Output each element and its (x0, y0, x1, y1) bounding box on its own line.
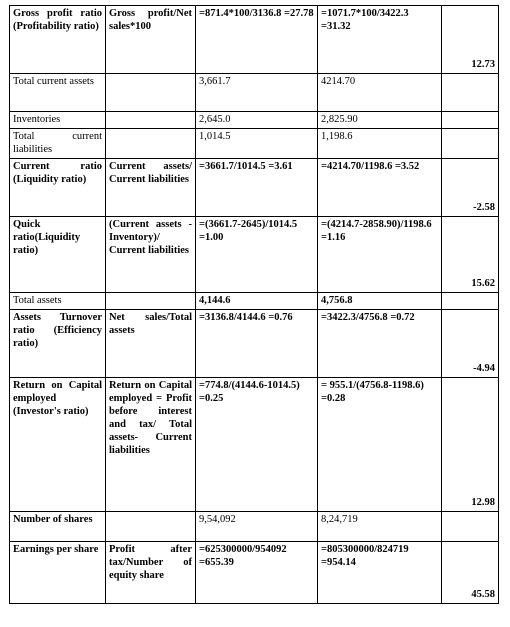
year1-value-cell: =3661.7/1014.5 =3.61 (196, 159, 318, 217)
metric-cell: Total current liabilities (10, 129, 106, 159)
change-result-cell: 15.62 (442, 217, 499, 293)
formula-cell (106, 112, 196, 129)
formula-cell: Return on Capital employed = Profit before interest and tax/ Total assets- Current liabilities (106, 378, 196, 512)
table-row (10, 310, 499, 378)
change-result-cell: -2.58 (442, 159, 499, 217)
year2-value-cell: 4,756.8 (318, 293, 442, 310)
year1-value-cell: 4,144.6 (196, 293, 318, 310)
change-result-cell: 12.98 (442, 378, 499, 512)
year2-value-cell: =3422.3/4756.8 =0.72 (318, 310, 442, 378)
year2-value-cell: 2,825.90 (318, 112, 442, 129)
year2-value-cell: =1071.7*100/3422.3 =31.32 (318, 6, 442, 74)
year1-value-cell: =871.4*100/3136.8 =27.78 (196, 6, 318, 74)
year2-value-cell: 8,24,719 (318, 512, 442, 542)
formula-cell (106, 293, 196, 310)
metric-cell: Quick ratio(Liquidity ratio) (10, 217, 106, 293)
year1-value-cell: =625300000/954092 =655.39 (196, 542, 318, 604)
year2-value-cell: =4214.70/1198.6 =3.52 (318, 159, 442, 217)
formula-cell: Current assets/ Current liabilities (106, 159, 196, 217)
ratio-table-body (10, 6, 499, 604)
year1-value-cell: 9,54,092 (196, 512, 318, 542)
table-row (10, 74, 499, 112)
metric-cell: Earnings per share (10, 542, 106, 604)
financial-ratio-table (9, 5, 499, 604)
change-result-cell (442, 112, 499, 129)
table-row (10, 293, 499, 310)
table-row (10, 217, 499, 293)
formula-cell (106, 512, 196, 542)
change-result-cell: 12.73 (442, 6, 499, 74)
table-row (10, 512, 499, 542)
formula-cell (106, 129, 196, 159)
year1-value-cell: =(3661.7-2645)/1014.5 =1.00 (196, 217, 318, 293)
year2-value-cell: =(4214.7-2858.90)/1198.6 =1.16 (318, 217, 442, 293)
year1-value-cell: =774.8/(4144.6-1014.5) =0.25 (196, 378, 318, 512)
table-row (10, 6, 499, 74)
year2-value-cell: 4214.70 (318, 74, 442, 112)
change-result-cell (442, 129, 499, 159)
year1-value-cell: 2,645.0 (196, 112, 318, 129)
metric-cell: Current ratio (Liquidity ratio) (10, 159, 106, 217)
change-result-cell (442, 293, 499, 310)
formula-cell: (Current assets - Inventory)/ Current liabilities (106, 217, 196, 293)
table-row (10, 159, 499, 217)
metric-cell: Assets Turnover ratio (Efficiency ratio) (10, 310, 106, 378)
formula-cell: Profit after tax/Number of equity share (106, 542, 196, 604)
metric-cell: Inventories (10, 112, 106, 129)
formula-cell (106, 74, 196, 112)
metric-cell: Gross profit ratio (Profitability ratio) (10, 6, 106, 74)
table-row (10, 112, 499, 129)
change-result-cell (442, 74, 499, 112)
table-row (10, 542, 499, 604)
metric-cell: Return on Capital employed (Investor's ratio) (10, 378, 106, 512)
formula-cell: Net sales/Total assets (106, 310, 196, 378)
year2-value-cell: 1,198.6 (318, 129, 442, 159)
formula-cell: Gross profit/Net sales*100 (106, 6, 196, 74)
table-row (10, 378, 499, 512)
metric-cell: Number of shares (10, 512, 106, 542)
table-row (10, 129, 499, 159)
year1-value-cell: 1,014.5 (196, 129, 318, 159)
change-result-cell (442, 512, 499, 542)
year1-value-cell: =3136.8/4144.6 =0.76 (196, 310, 318, 378)
metric-cell: Total current assets (10, 74, 106, 112)
year1-value-cell: 3,661.7 (196, 74, 318, 112)
year2-value-cell: =805300000/824719 =954.14 (318, 542, 442, 604)
change-result-cell: 45.58 (442, 542, 499, 604)
change-result-cell: -4.94 (442, 310, 499, 378)
year2-value-cell: = 955.1/(4756.8-1198.6) =0.28 (318, 378, 442, 512)
metric-cell: Total assets (10, 293, 106, 310)
